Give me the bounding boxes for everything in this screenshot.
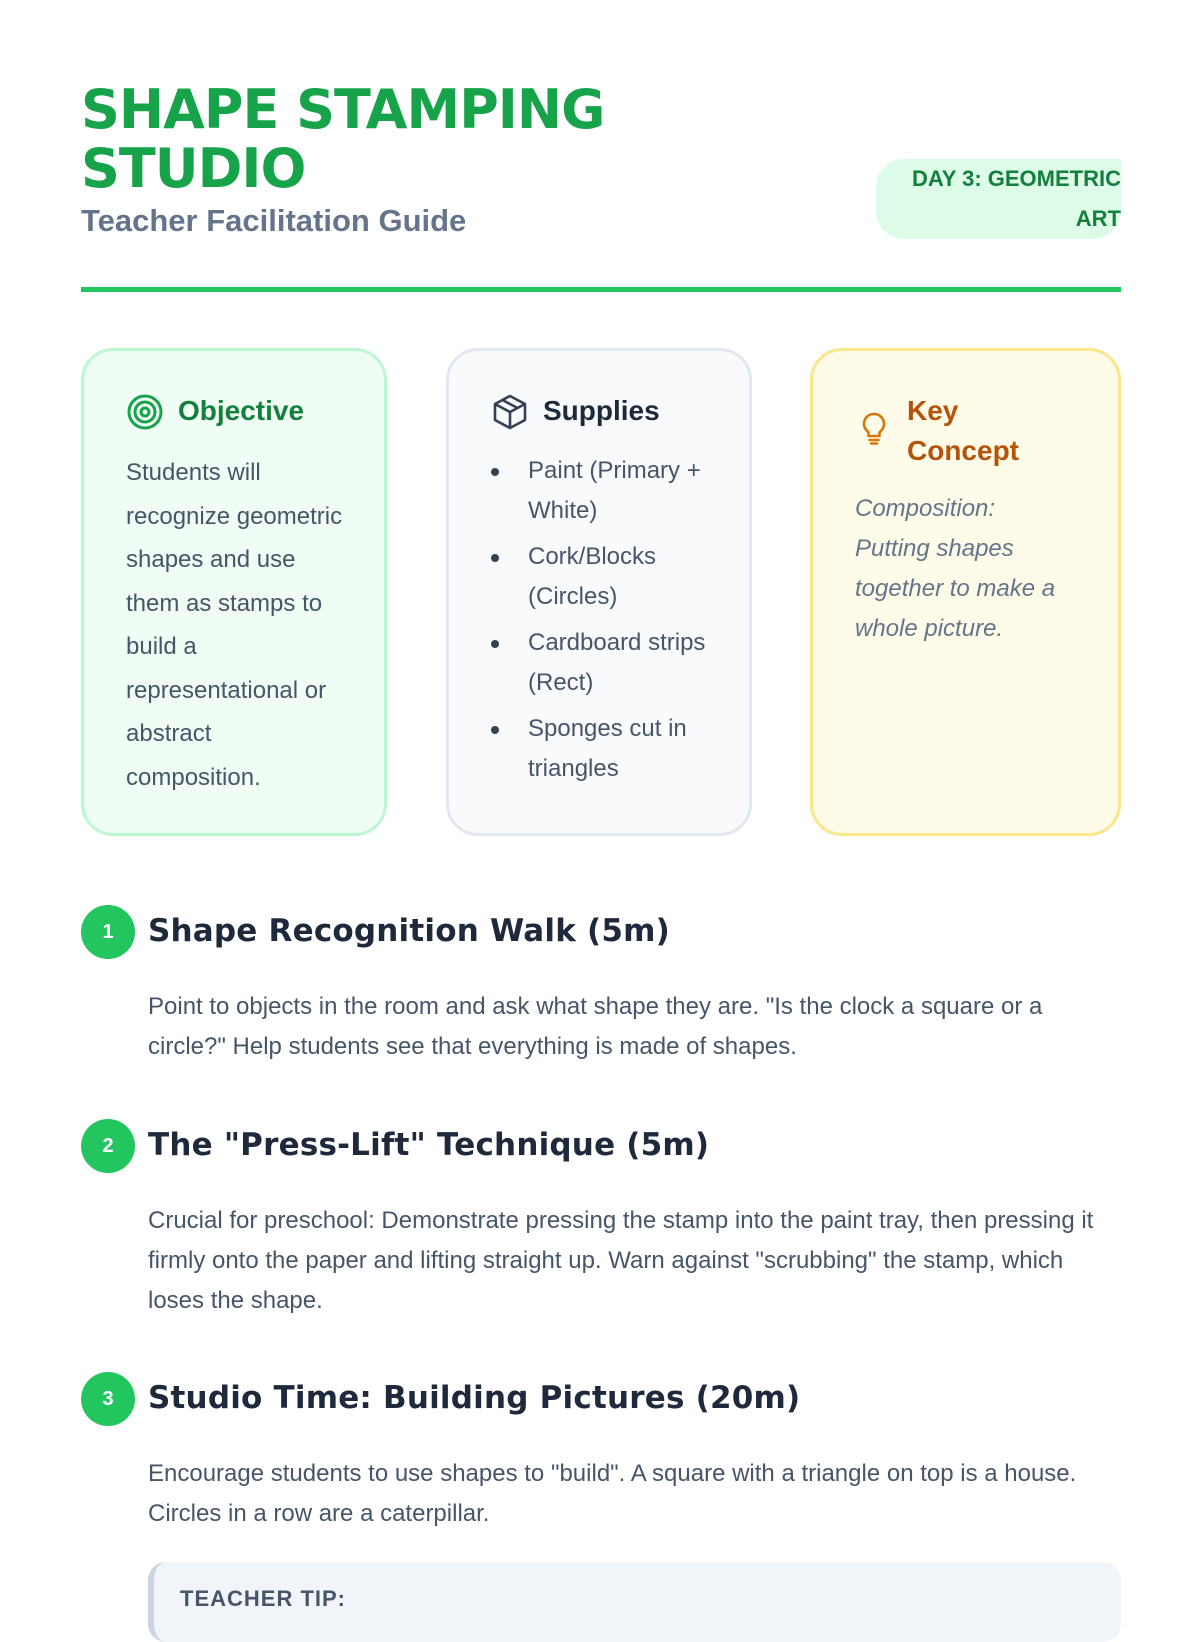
- step-number: 1: [81, 905, 135, 959]
- target-icon: [126, 393, 164, 431]
- header-divider: [81, 287, 1121, 292]
- page-title: SHAPE STAMPING STUDIO: [81, 78, 605, 200]
- teacher-tip-box: [148, 1562, 1121, 1642]
- supplies-list: [491, 451, 709, 789]
- lesson-guide: [81, 0, 1121, 1527]
- supply-item: Cardboard strips (Rect): [491, 623, 709, 703]
- step-number: 2: [81, 1119, 135, 1173]
- step-number: 3: [81, 1372, 135, 1426]
- header: [81, 0, 1121, 294]
- step-body: Crucial for preschool: Demonstrate pressing the stamp into the paint tray, then pressing it firmly onto the paper and lifting straight up. Warn against "scrubbing" the stamp, which loses the shape.: [148, 1207, 1094, 1314]
- key-concept-card: [810, 348, 1121, 836]
- key-concept-text: Composition: Putting shapes together to make a whole picture.: [855, 495, 1056, 642]
- objective-title: Objective: [178, 395, 305, 426]
- step-title: The "Press-Lift" Technique (5m): [148, 1127, 710, 1163]
- supplies-card: [446, 348, 752, 836]
- page-subtitle: Teacher Facilitation Guide: [81, 203, 467, 238]
- lightbulb-icon: [855, 409, 893, 447]
- day-badge-label: DAY 3: GEOMETRIC ART: [911, 166, 1121, 231]
- step-title: Studio Time: Building Pictures (20m): [148, 1380, 801, 1416]
- step-body: Point to objects in the room and ask what shape they are. "Is the clock a square or a circle?" Help students see that everything is made of shapes.: [148, 993, 1043, 1060]
- supplies-title: Supplies: [543, 395, 660, 426]
- key-concept-title: Key Concept: [907, 395, 1019, 466]
- supply-item: Sponges cut in triangles: [491, 709, 709, 789]
- info-cards: [81, 348, 1121, 840]
- teacher-tip-label: TEACHER TIP:: [180, 1586, 346, 1611]
- supply-item: Cork/Blocks (Circles): [491, 537, 709, 617]
- objective-card: [81, 348, 387, 836]
- objective-text: Students will recognize geometric shapes and use them as stamps to build a representational or abstract composition.: [126, 459, 343, 791]
- day-badge: [876, 159, 1121, 239]
- box-icon: [491, 393, 529, 431]
- step-body: Encourage students to use shapes to "build". A square with a triangle on top is a house. Circles in a row are a caterpillar.: [148, 1460, 1077, 1527]
- supply-item: Paint (Primary + White): [491, 451, 709, 531]
- step-title: Shape Recognition Walk (5m): [148, 913, 671, 949]
